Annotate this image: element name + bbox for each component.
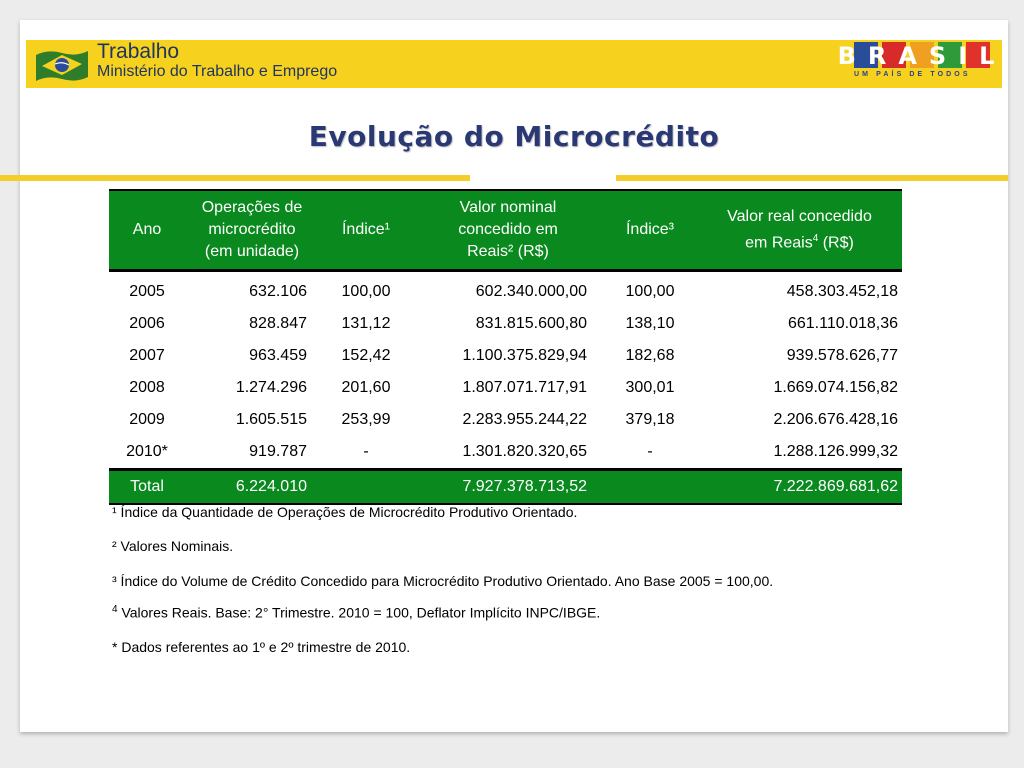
cell-ano: 2006 [129, 315, 165, 332]
ministry-title: Trabalho [97, 40, 180, 63]
header-indice3: Índice³ [603, 190, 697, 271]
cell-valor-nominal: 831.815.600,80 [475, 315, 587, 332]
table-row [109, 404, 902, 436]
cell-indice1: - [363, 443, 369, 460]
header-valor-nominal: Valor nominal concedido em Reais² (R$) [413, 190, 603, 271]
cell-operacoes: 1.274.296 [235, 379, 307, 396]
cell-valor-real: 939.578.626,77 [786, 347, 898, 364]
cell-indice3: 182,68 [625, 347, 675, 364]
table-row [109, 340, 902, 372]
slide [20, 20, 1008, 732]
cell-ano: 2010* [126, 443, 168, 460]
cell-valor-real: 661.110.018,36 [787, 315, 898, 332]
cell-indice3: - [647, 443, 653, 460]
total-valor-nominal: 7.927.378.713,52 [413, 470, 603, 505]
table-row [109, 436, 902, 470]
cell-indice1: 201,60 [341, 379, 391, 396]
cell-ano: 2007 [129, 347, 165, 364]
footnote-3: ³ Índice do Volume de Crédito Concedido para Microcrédito Produtivo Orientado. Ano Base 2005 = 100,00. [112, 573, 774, 589]
footnote-2: ² Valores Nominais. [112, 538, 234, 554]
cell-indice1: 152,42 [341, 347, 391, 364]
header-indice1: Índice¹ [319, 190, 413, 271]
brasil-logo-text: BRASIL [837, 42, 1007, 70]
header-ano: Ano [109, 190, 185, 271]
cell-valor-nominal: 1.100.375.829,94 [462, 347, 587, 364]
footnote-1: ¹ Índice da Quantidade de Operações de Microcrédito Produtivo Orientado. [112, 504, 578, 520]
total-indice1 [319, 470, 413, 505]
cell-operacoes: 1.605.515 [235, 411, 307, 428]
table-row [109, 372, 902, 404]
cell-valor-nominal: 1.301.820.320,65 [462, 443, 587, 460]
cell-valor-real: 1.288.126.999,32 [773, 443, 898, 460]
cell-indice3: 100,00 [625, 283, 675, 300]
cell-indice3: 138,10 [625, 315, 675, 332]
cell-indice3: 300,01 [625, 379, 675, 396]
ministry-logo-icon [34, 47, 90, 83]
table-row [109, 271, 902, 309]
cell-indice1: 131,12 [341, 315, 391, 332]
page-title: Evolução do Microcrédito [308, 120, 720, 153]
brasil-slogan: UM PAÍS DE TODOS [854, 71, 971, 78]
cell-indice1: 100,00 [341, 283, 391, 300]
cell-ano: 2005 [129, 283, 165, 300]
table-header-row [109, 190, 902, 271]
footnote-4: $^4$ Valores Reais. Base: 2° Trimestre. 2010 = 100, Deflator Implícito INPC/IBGE. [112, 604, 601, 621]
total-operacoes: 6.224.010 [185, 470, 319, 505]
header-operacoes: Operações de microcrédito (em unidade) [185, 190, 319, 271]
cell-operacoes: 632.106 [249, 283, 307, 300]
footnote-5: * Dados referentes ao 1º e 2º trimestre de 2010. [112, 639, 411, 655]
cell-indice1: 253,99 [341, 411, 391, 428]
cell-valor-real: 2.206.676.428,16 [773, 411, 898, 428]
microcredit-table [109, 189, 902, 505]
cell-operacoes: 963.459 [249, 347, 307, 364]
total-indice3 [603, 470, 697, 505]
cell-valor-nominal: 1.807.071.717,91 [462, 379, 587, 396]
divider-right [616, 175, 1008, 181]
cell-valor-real: 1.669.074.156,82 [773, 379, 898, 396]
cell-ano: 2009 [129, 411, 165, 428]
cell-valor-nominal: 2.283.955.244,22 [462, 411, 587, 428]
cell-indice3: 379,18 [625, 411, 675, 428]
cell-operacoes: 828.847 [249, 315, 307, 332]
total-valor-real: 7.222.869.681,62 [697, 470, 902, 505]
cell-ano: 2008 [129, 379, 165, 396]
cell-valor-real: 458.303.452,18 [786, 283, 898, 300]
table-total-row [109, 470, 902, 505]
ministry-subtitle: Ministério do Trabalho e Emprego [97, 63, 338, 80]
header-valor-real: Valor real concedido em Reais$^4$ (R$) [697, 190, 902, 271]
total-label: Total [109, 470, 185, 505]
divider-left [0, 175, 470, 181]
cell-operacoes: 919.787 [249, 443, 307, 460]
cell-valor-nominal: 602.340.000,00 [475, 283, 587, 300]
table-row [109, 308, 902, 340]
